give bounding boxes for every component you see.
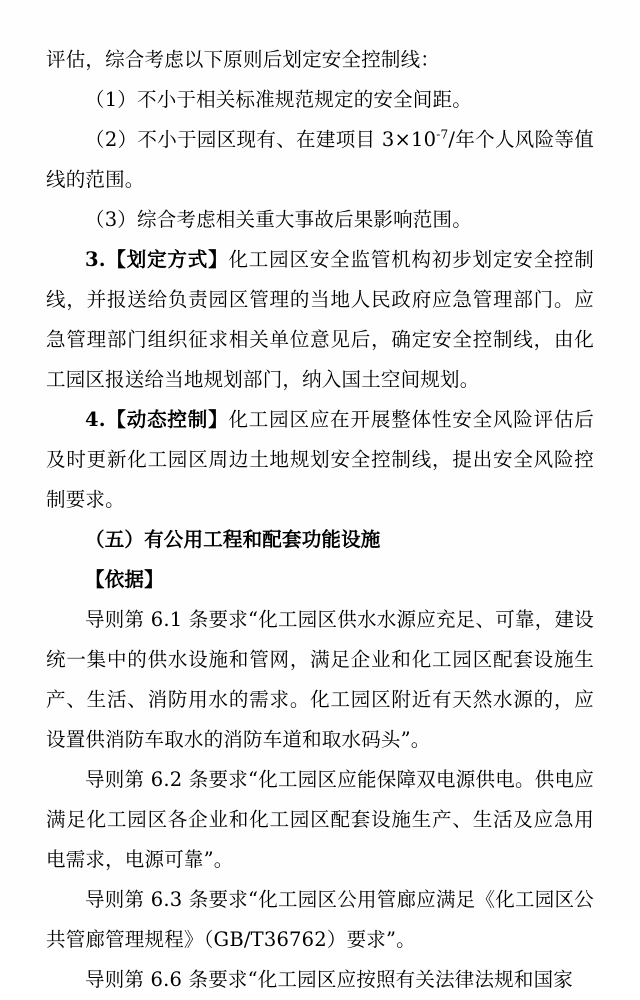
paragraph-principle-3: （3）综合考虑相关重大事故后果影响范围。 — [85, 208, 472, 231]
dynamic-control-label: 4.【动态控制】 — [85, 408, 229, 431]
paragraph-guideline-6-3: 导则第 6.3 条要求“化工园区公用管廊应满足《化工园区公共管廊管理规程》（GB/T36762）要求”。 — [46, 888, 594, 951]
dynamic-control-text: 化工园区应在开展整体性安全风险评估后及时更新化工园区周边土地规划安全控制线，提出安全风险控制要求。 — [46, 408, 594, 511]
principle-2-text-after: /年个人风险等值线的范围。 — [46, 128, 595, 191]
paragraph-evaluation-principles: 评估，综合考虑以下原则后划定安全控制线： — [46, 48, 441, 71]
paragraph-guideline-6-6: 导则第 6.6 条要求“化工园区应按照有关法律法规和国家 — [85, 968, 573, 991]
paragraph-demarcation-method — [46, 240, 594, 400]
paragraph-principle-2 — [46, 120, 594, 200]
demarcation-method-text: 化工园区安全监管机构初步划定安全控制线，并报送给负责园区管理的当地人民政府应急管理部门。应急管理部门组织征求相关单位意见后，确定安全控制线，由化工园区报送给当地规划部门，纳入国土空间规划。 — [46, 248, 594, 391]
paragraph-dynamic-control — [46, 400, 594, 520]
heading-section-five: （五）有公用工程和配套功能设施 — [85, 528, 381, 551]
demarcation-method-label: 3.【划定方式】 — [85, 248, 229, 271]
principle-2-superscript: -7 — [436, 127, 449, 142]
paragraph-guideline-6-2: 导则第 6.2 条要求“化工园区应能保障双电源供电。供电应满足化工园区各企业和化工园区配套设施生产、生活及应急用电需求，电源可靠”。 — [46, 768, 594, 871]
paragraph-principle-1: （1）不小于相关标准规范规定的安全间距。 — [85, 88, 472, 111]
principle-2-text-before: （2）不小于园区现有、在建项目 3×10 — [85, 128, 437, 151]
document-body — [46, 40, 594, 1000]
heading-basis: 【依据】 — [85, 568, 164, 591]
paragraph-guideline-6-1: 导则第 6.1 条要求“化工园区供水水源应充足、可靠，建设统一集中的供水设施和管网，满足企业和化工园区配套设施生产、生活、消防用水的需求。化工园区附近有天然水源的，应设置供消防车取水的消防车道和取水码头”。 — [46, 608, 594, 751]
